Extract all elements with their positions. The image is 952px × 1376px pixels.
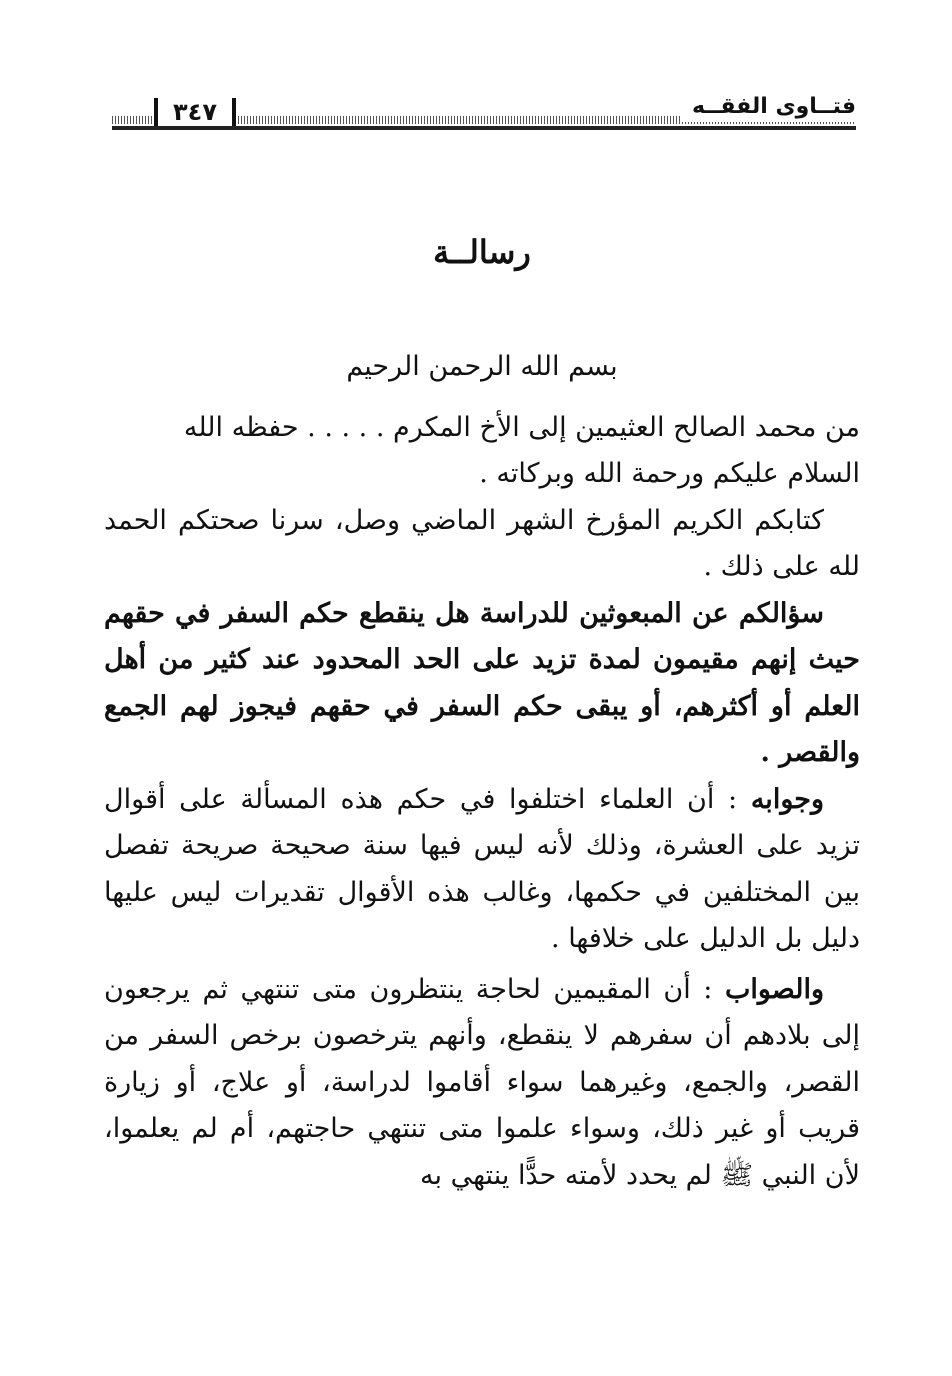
- answer-lead: وجوابه: [750, 783, 824, 815]
- basmala: بسم الله الرحمن الرحيم: [346, 351, 618, 382]
- correct-lead: والصواب: [724, 973, 824, 1005]
- salutation-line-1: من محمد الصالح العثيمين إلى الأخ المكرم . . . . . حفظه الله: [183, 411, 860, 443]
- running-header: [112, 92, 856, 140]
- question-paragraph: سؤالكم عن المبعوثين للدراسة هل ينقطع حكم السفر في حقهم حيث إنهم مقيمون لمدة تزيد على الحد المحدود عند كثير من أهل العلم أو أكثرهم، أو يبقى حكم السفر في حقهم فيجوز لهم الجمع والقصر .: [104, 597, 860, 768]
- correct-paragraph: [104, 967, 860, 1200]
- page-body: [104, 220, 860, 1199]
- book-title: فتــاوى الفقــه: [682, 92, 856, 122]
- answer-paragraph: [104, 777, 860, 963]
- salutation-line-2: السلام عليكم ورحمة الله وبركاته .: [479, 458, 860, 489]
- page-number: ٣٤٧: [154, 98, 236, 126]
- header-rule: [112, 126, 856, 130]
- intro-paragraph: كتابكم الكريم المؤرخ الشهر الماضي وصل، سرنا صحتكم الحمد لله على ذلك .: [104, 504, 860, 582]
- answer-text: : أن العلماء اختلفوا في حكم هذه المسألة على أقوال تزيد على العشرة، وذلك لأنه ليس فيها سنة صحيحة صريحة تفصل بين المختلفين في حكمها، وغالب هذه الأقوال تقديرات ليس عليها دليل بل الدليل على خلافها .: [104, 783, 860, 954]
- section-heading: رسالــة: [433, 233, 531, 271]
- correct-text: : أن المقيمين لحاجة ينتظرون متى تنتهي ثم يرجعون إلى بلادهم أن سفرهم لا ينقطع، وأنهم يترخصون برخص السفر من القصر، والجمع، وغيرهما سواء أقاموا لدراسة، أو علاج، أو زيارة قريب أو غير ذلك، وسواء علموا متى تنتهي حاجتهم، أم لم يعلموا، لأن النبي ﷺ لم يحدد لأمته حدًّا ينتهي به: [104, 973, 860, 1191]
